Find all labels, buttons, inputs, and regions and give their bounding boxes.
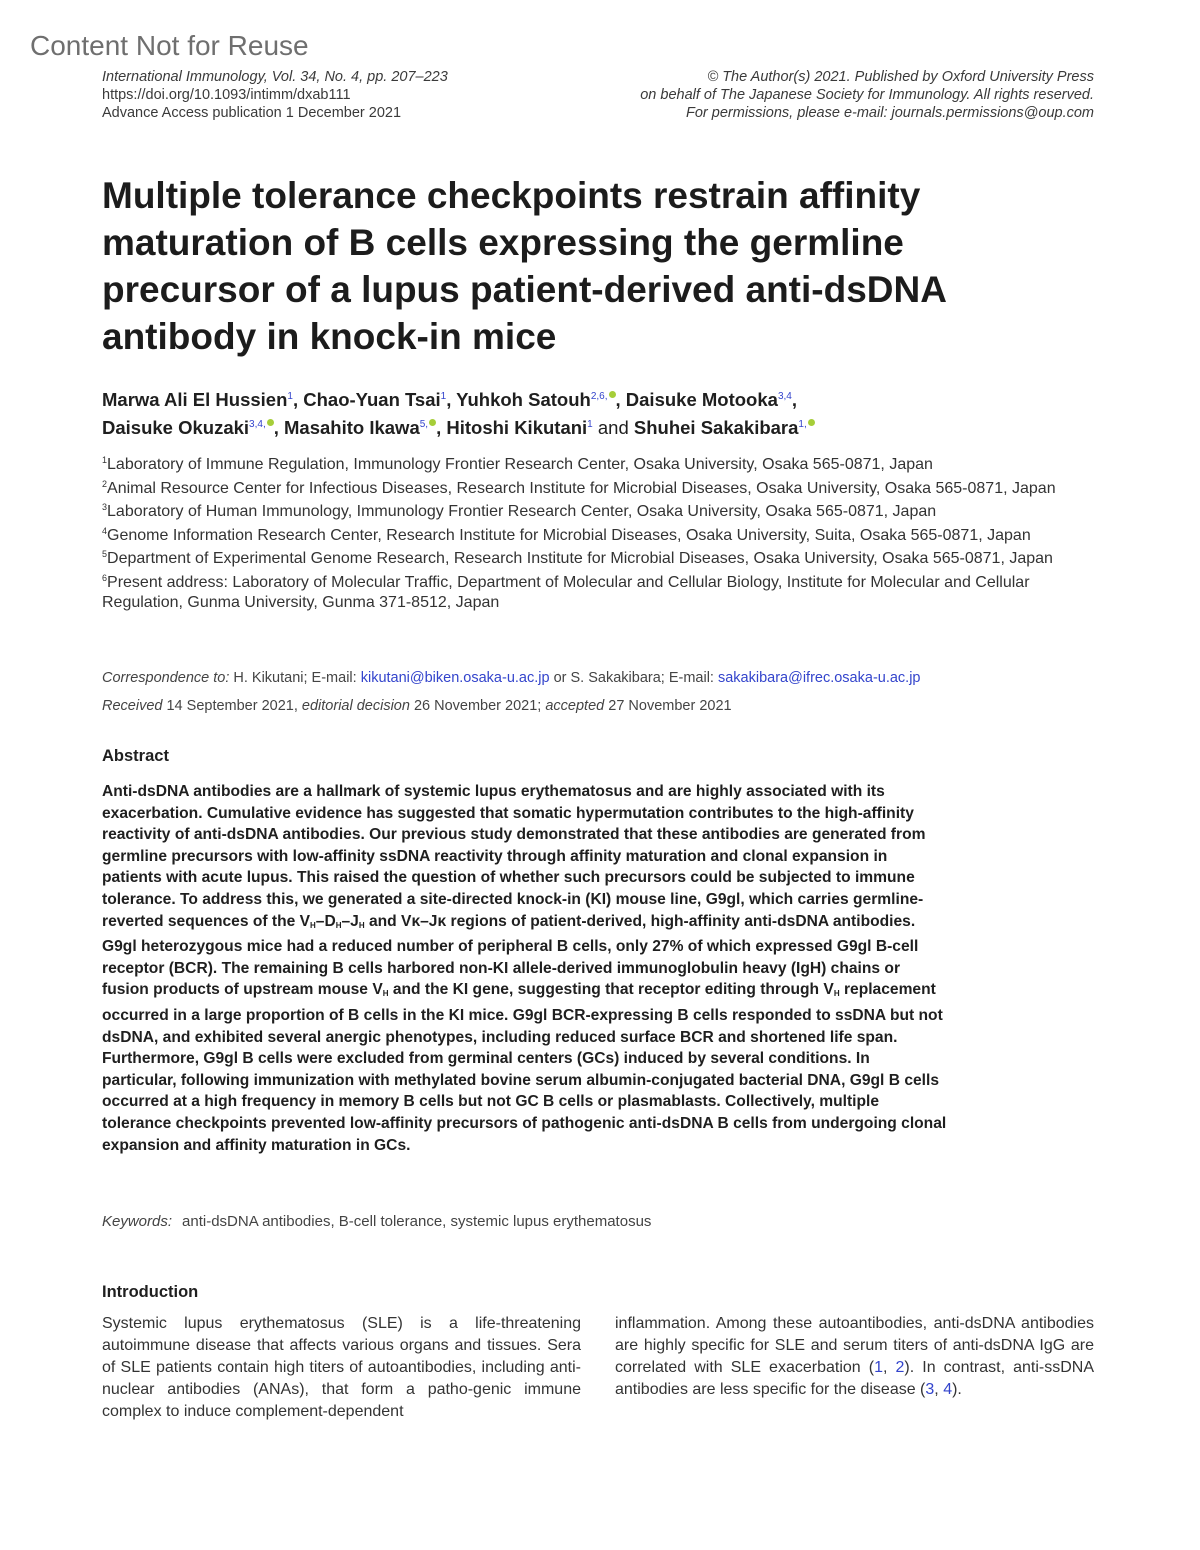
separator: , [446, 389, 457, 410]
author-affiliation-ref[interactable]: 1 [287, 391, 293, 402]
author-affiliation-ref[interactable]: 1, [798, 419, 807, 430]
publication-date: Advance Access publication 1 December 2021 [102, 105, 402, 121]
correspondence-text: H. Kikutani; E-mail: [233, 670, 357, 686]
reference-link[interactable]: 2 [895, 1359, 905, 1376]
intro-text: ). In contrast, anti-ssDNA antibodies are less specific for the disease ( [615, 1359, 1094, 1398]
copyright-notice [640, 68, 1094, 122]
accepted-label: accepted [545, 698, 605, 714]
intro-text: inflammation. Among these autoantibodies, anti-dsDNA antibodies are highly specific for SLE and serum titers of anti-dsDNA IgG are correlated with SLE exacerbation ( [615, 1315, 1094, 1376]
affiliation-text: Laboratory of Human Immunology, Immunology Frontier Research Center, Osaka University, Osaka 565-0871, Japan [107, 503, 937, 521]
affiliation [102, 569, 1087, 612]
decision-date: 26 November 2021; [413, 698, 542, 714]
received-date: 14 September 2021, [166, 698, 298, 714]
abstract-text: replacement occurred in a large proportion of B cells in the KI mice. G9gl BCR-expressing B cells responded to ssDNA but not dsDNA, and exhibited several anergic phenotypes, including reduced surface BCR and shortened life span. Furthermore, G9gl B cells were excluded from germinal centers (GCs) induced by several conditions. In particular, following immunization with methylated bovine serum albumin-conjugated bacterial DNA, G9gl B cells occurred at a high frequency in memory B cells but not GC B cells or plasmablasts. Collectively, multiple tolerance checkpoints prevented low-affinity precursors of pathogenic anti-dsDNA B cells from undergoing clonal expansion and affinity maturation in GCs. [102, 981, 947, 1154]
affiliation-text: Present address: Laboratory of Molecular Traffic, Department of Molecular and Cellular Biology, Institute for Molecular and Cellular Regulation, Gunma University, Gunma 371-8512, Japan [102, 573, 1030, 611]
subscript: H [358, 920, 365, 930]
abstract-body: Anti-dsDNA antibodies are a hallmark of systemic lupus erythematosus and are highly associated with its exacerbation. Cumulative evidence has suggested that somatic hypermutation contributes to the high-affinity reactivity of anti-dsDNA antibodies. Our previous study demonstrated that these antibodies are generated from germline precursors with low-affinity ssDNA reactivity through affinity maturation and clonal expansion in patients with acute lupus. This raised the question of whether such precursors could be subjected to immune tolerance. To address this, we generated a site-directed knock-in (KI) mouse line, G9gl, which carries germline-reverted sequences of the $V_H-D_H-J_H$ and Vκ–Jκ regions of patient-derived, high-affinity anti-dsDNA antibodies. G9gl heterozygous mice had a reduced number of peripheral B cells, only 27% of which expressed G9gl B-cell receptor (BCR). The remaining B cells harbored non-KI allele-derived immunoglobulin heavy (IgH) chains or fusion products of upstream mouse $V_H$ and the KI gene, suggesting that receptor editing through $V_H$ replacement occurred in a large proportion of B cells in the KI mice. G9gl BCR-expressing B cells responded to ssDNA but not dsDNA, and exhibited several anergic phenotypes, including reduced surface BCR and shortened life span. Furthermore, G9gl B cells were excluded from germinal centers (GCs) induced by several conditions. In particular, following immunization with methylated bovine serum albumin-conjugated bacterial DNA, G9gl B cells occurred at a high frequency in memory B cells but not GC B cells or plasmablasts. Collectively, multiple tolerance checkpoints prevented low-affinity precursors of pathogenic anti-dsDNA B cells from undergoing clonal expansion and affinity maturation in GCs. [102, 783, 947, 1154]
subscript: H [310, 920, 316, 930]
affiliation-list [102, 451, 1087, 612]
watermark: Content Not for Reuse [30, 30, 309, 61]
article-title [102, 172, 1062, 360]
affiliation [102, 545, 1087, 569]
orcid-icon[interactable] [808, 419, 815, 426]
affiliation-number: 3 [102, 502, 108, 513]
correspondence [102, 670, 921, 686]
separator: , [273, 417, 285, 438]
decision-label: editorial decision [301, 698, 410, 714]
author-affiliation-ref[interactable]: 3,4, [249, 419, 266, 430]
author-name[interactable]: Shuhei Sakakibara [633, 417, 799, 438]
abstract-text: Anti-dsDNA antibodies are a hallmark of systemic lupus erythematosus and are highly associated with its exacerbation. Cumulative evidence has suggested that somatic hypermutation contributes to the high-affinity reactivity of anti-dsDNA antibodies. Our previous study demonstrated that these antibodies are generated from germline precursors with low-affinity ssDNA reactivity through affinity maturation and clonal expansion in patients with acute lupus. This raised the question of whether such precursors could be subjected to immune tolerance. To address this, we generated a site-directed knock-in (KI) mouse line, G9gl, which carries germline-reverted sequences of the V [102, 783, 926, 930]
affiliation [102, 475, 1087, 499]
reference-link[interactable]: 3 [925, 1381, 935, 1398]
email-link-kikutani[interactable]: kikutani@biken.osaka-u.ac.jp [360, 670, 550, 686]
author-name[interactable]: Daisuke Okuzaki [102, 417, 250, 438]
intro-column-right: inflammation. Among these autoantibodies, anti-dsDNA antibodies are highly specific for SLE and serum titers of anti-dsDNA IgG are correlated with SLE exacerbation (1, 2). In contrast, anti-ssDNA antibodies are less specific for the disease (3, 4). [615, 1315, 1094, 1398]
subscript: H [833, 989, 840, 999]
author-name[interactable]: Daisuke Motooka [625, 389, 778, 410]
introduction-heading: Introduction [102, 1283, 199, 1301]
subscript: H [335, 920, 342, 930]
correspondence-text: or S. Sakakibara; E-mail: [553, 670, 714, 686]
abstract-text: and the KI gene, suggesting that receptor editing through V [392, 981, 834, 999]
author-affiliation-ref[interactable]: 1 [587, 419, 593, 430]
received-label: Received [102, 698, 163, 714]
affiliation-text: Genome Information Research Center, Research Institute for Microbial Diseases, Osaka University, Suita, Osaka 565-0871, Japan [107, 526, 1031, 544]
keywords-label: Keywords: [102, 1213, 173, 1230]
author-affiliation-ref[interactable]: 3,4 [777, 391, 792, 402]
intro-column-left: Systemic lupus erythematosus (SLE) is a life-threatening autoimmune disease that affects various organs and tissues. Sera of SLE patients contain high titers of autoantibodies, including anti-nuclear antibodies (ANAs), that form a patho-genic immune complex to induce complement-dependent [102, 1315, 581, 1420]
intro-text: ). [952, 1381, 962, 1398]
authors-and: and [597, 417, 629, 438]
orcid-icon[interactable] [267, 419, 274, 426]
affiliation-number: 2 [102, 478, 108, 489]
author-name[interactable]: Masahito Ikawa [284, 417, 420, 438]
title-line: precursor of a lupus patient-derived anti-dsDNA [102, 269, 947, 310]
author-affiliation-ref[interactable]: 5, [419, 419, 429, 430]
author-affiliation-ref[interactable]: 2,6, [590, 391, 608, 402]
title-line: Multiple tolerance checkpoints restrain affinity [102, 175, 921, 216]
author-name[interactable]: Yuhkoh Satouh [456, 389, 591, 410]
separator: , [791, 389, 797, 410]
reference-link[interactable]: 1 [874, 1359, 883, 1376]
title-line: maturation of B cells expressing the germline [102, 222, 904, 263]
reference-link[interactable]: 4 [943, 1381, 953, 1398]
keywords-text: anti-dsDNA antibodies, B-cell tolerance, systemic lupus erythematosus [182, 1213, 652, 1230]
affiliation-text: Laboratory of Immune Regulation, Immunology Frontier Research Center, Osaka University, Osaka 565-0871, Japan [107, 456, 933, 473]
affiliation-number: 6 [102, 572, 108, 583]
accepted-date: 27 November 2021 [608, 698, 732, 714]
affiliation-text: Department of Experimental Genome Research, Research Institute for Microbial Diseases, Osaka University, Osaka 565-0871, Japan [107, 550, 1053, 568]
author-name[interactable]: Chao-Yuan Tsai [303, 389, 441, 410]
affiliation-number: 1 [102, 455, 108, 465]
title-line: antibody in knock-in mice [102, 316, 557, 357]
journal-volume: International Immunology, Vol. 34, No. 4, pp. 207–223 [102, 69, 448, 85]
correspondence-label: Correspondence to: [102, 670, 230, 686]
separator: , [292, 389, 304, 410]
journal-citation [102, 68, 448, 122]
copyright-line: on behalf of The Japanese Society for Immunology. All rights reserved. [640, 87, 1094, 103]
author-list [102, 384, 1102, 440]
affiliation-number: 5 [102, 549, 108, 560]
article-history [102, 698, 732, 714]
doi-link[interactable]: https://doi.org/10.1093/intimm/dxab111 [102, 87, 351, 103]
keywords [102, 1213, 651, 1230]
subscript: H [382, 989, 389, 999]
email-link-sakakibara[interactable]: sakakibara@ifrec.osaka-u.ac.jp [717, 670, 921, 686]
copyright-line: © The Author(s) 2021. Published by Oxford University Press [707, 69, 1094, 85]
permissions-line: For permissions, please e-mail: journals.permissions@oup.com [686, 105, 1094, 121]
affiliation [102, 522, 1087, 546]
affiliation-text: Animal Resource Center for Infectious Diseases, Research Institute for Microbial Diseases, Osaka University, Osaka 565-0871, Japan [107, 479, 1056, 497]
author-name[interactable]: Hitoshi Kikutani [446, 417, 588, 438]
separator: , [615, 389, 626, 410]
abstract-text: and Vκ–Jκ regions of patient-derived, high-affinity anti-dsDNA antibodies. G9gl heterozygous mice had a reduced number of peripheral B cells, only 27% of which expressed G9gl B-cell receptor (BCR). The remaining B cells harbored non-KI allele-derived immunoglobulin heavy (IgH) chains or fusion products of upstream mouse V [102, 912, 919, 999]
affiliation [102, 451, 1087, 475]
abstract-heading: Abstract [102, 747, 169, 765]
affiliation-number: 4 [102, 525, 108, 536]
orcid-icon[interactable] [609, 391, 616, 398]
affiliation [102, 498, 1087, 522]
separator: , [436, 417, 447, 438]
author-name[interactable]: Marwa Ali El Hussien [102, 389, 288, 410]
author-affiliation-ref[interactable]: 1 [440, 391, 447, 402]
